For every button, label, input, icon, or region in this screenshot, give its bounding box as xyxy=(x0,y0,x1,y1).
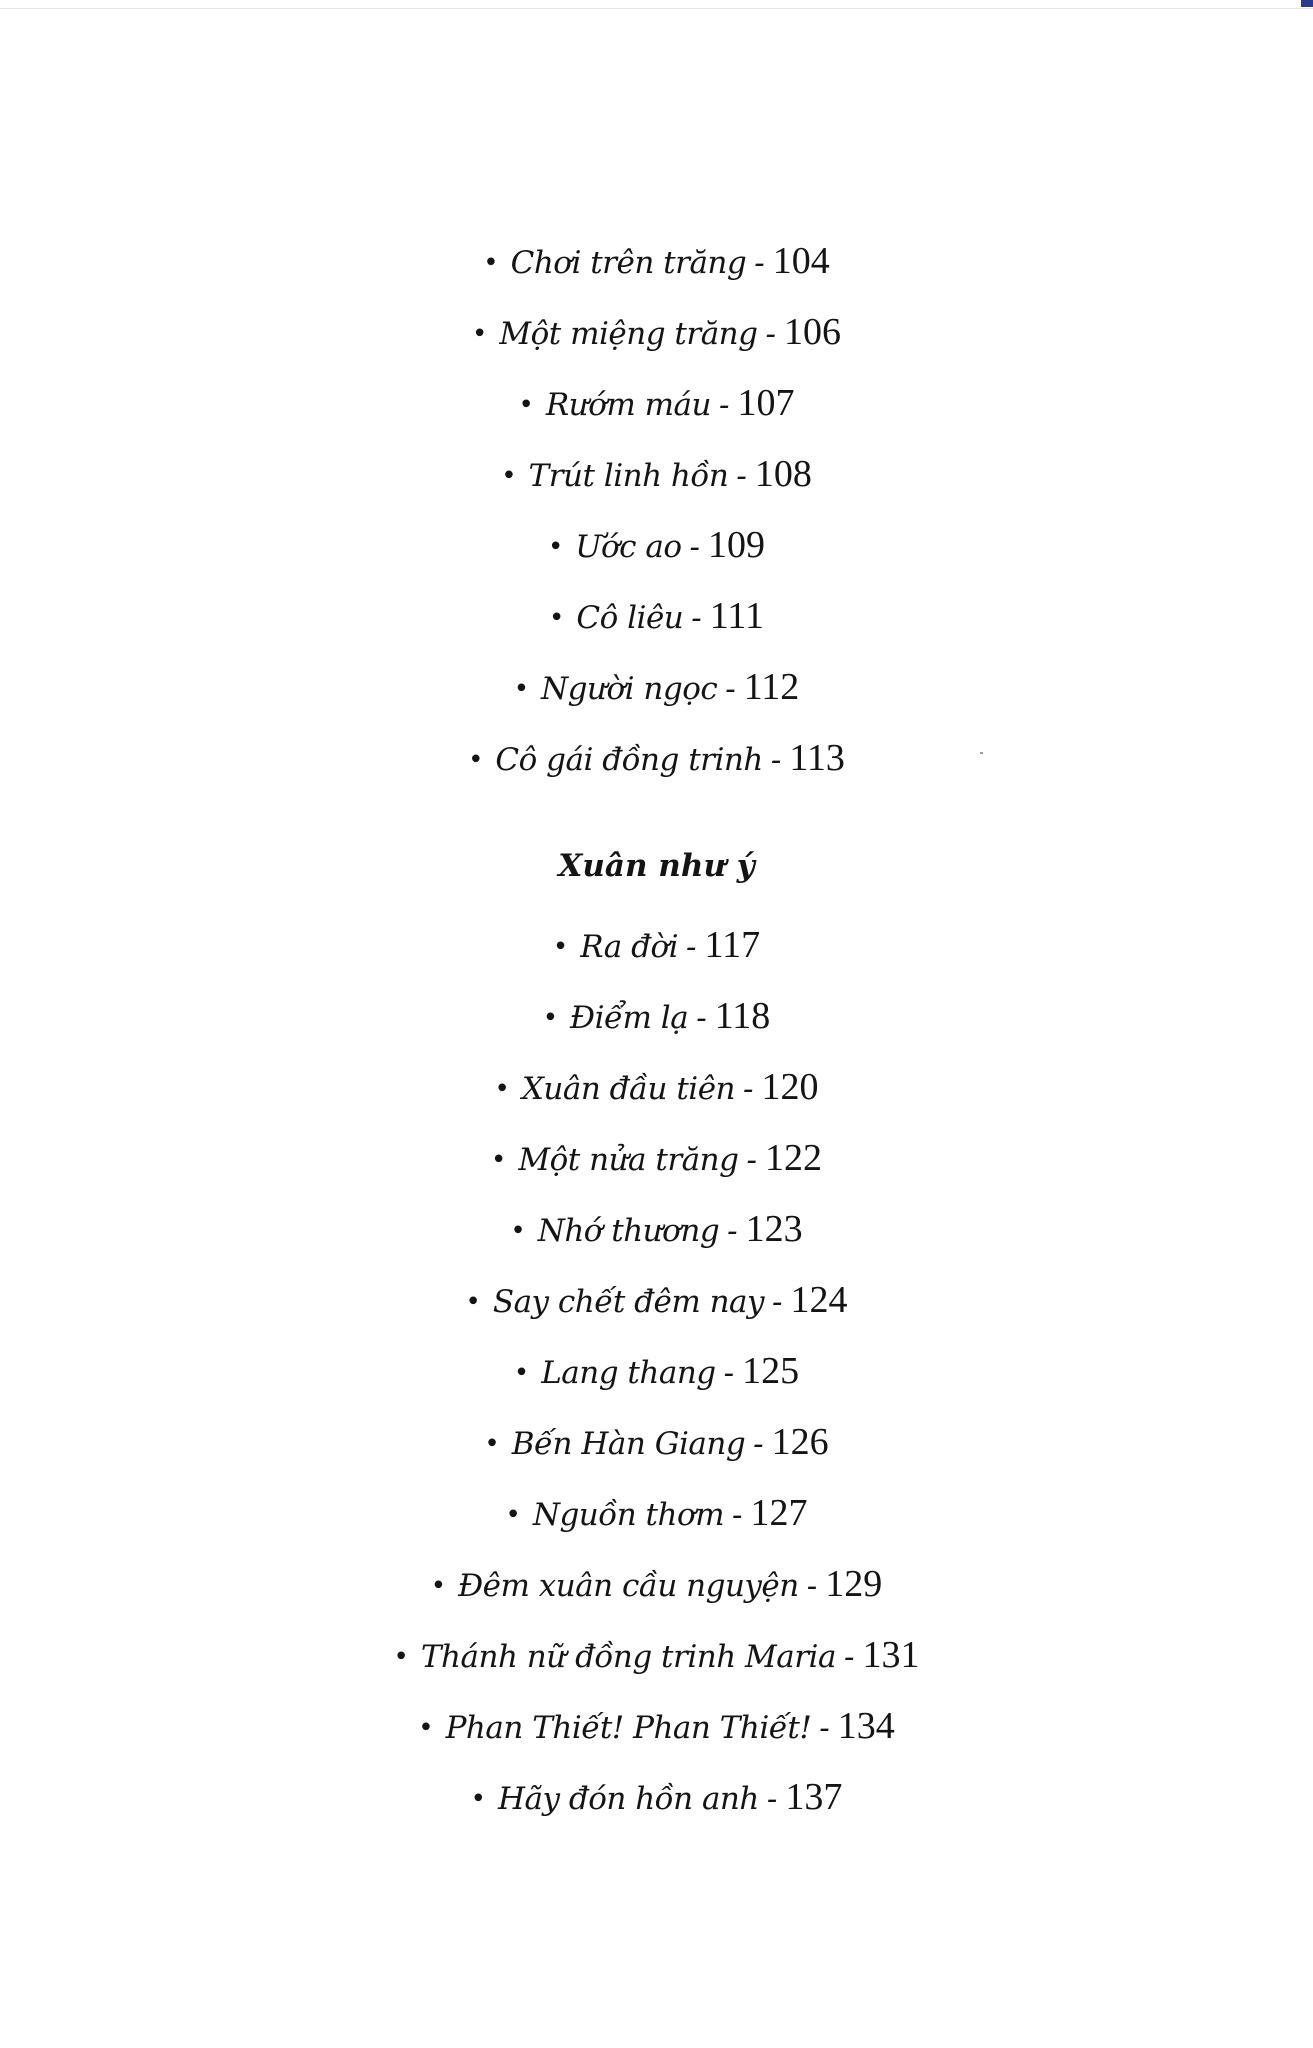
toc-entry-title: Ước ao xyxy=(575,529,682,565)
toc-separator: - xyxy=(746,1142,757,1178)
toc-entry xyxy=(0,1478,1313,1549)
toc-separator: - xyxy=(754,245,765,281)
toc-entry xyxy=(0,510,1313,581)
toc-entry xyxy=(0,1336,1313,1407)
toc-entry xyxy=(0,297,1313,368)
bullet-icon: • xyxy=(513,674,530,704)
toc-entry xyxy=(0,1691,1313,1762)
toc-entry-title: Một miệng trăng xyxy=(499,316,758,352)
bullet-icon: • xyxy=(472,319,488,349)
toc-page-number: 126 xyxy=(771,1421,829,1463)
bullet-icon: • xyxy=(393,1642,409,1672)
toc-entry xyxy=(0,981,1313,1052)
toc-separator: - xyxy=(743,1071,754,1107)
bullet-icon: • xyxy=(505,1500,521,1530)
toc-entry-title: Cô gái đồng trinh xyxy=(495,742,763,778)
toc-entry-title: Rướm máu xyxy=(545,387,711,423)
toc-page-number: 123 xyxy=(745,1208,803,1250)
toc-entry-title: Trút linh hồn xyxy=(528,458,729,494)
toc-page-number: 107 xyxy=(737,382,795,424)
toc-page-number: 118 xyxy=(714,995,771,1037)
toc-page-number: 131 xyxy=(862,1634,920,1676)
toc-page-number: 127 xyxy=(750,1492,808,1534)
toc-entry-title: Thánh nữ đồng trinh Maria xyxy=(420,1639,836,1675)
bullet-icon: • xyxy=(484,1429,500,1459)
toc-entry-title: Hãy đón hồn anh xyxy=(497,1781,759,1817)
bullet-icon: • xyxy=(501,461,517,491)
section-heading: Xuân như ý xyxy=(558,848,755,884)
toc-page-number: 113 xyxy=(789,737,845,779)
toc-page-number: 112 xyxy=(743,666,800,708)
bullet-icon: • xyxy=(468,745,484,775)
toc-entry-title: Người ngọc xyxy=(541,671,718,707)
toc-page-number: 124 xyxy=(790,1279,848,1321)
toc-separator: - xyxy=(806,1568,818,1604)
toc-page-number: 122 xyxy=(764,1137,822,1179)
toc-separator: - xyxy=(691,600,702,636)
toc-entry xyxy=(0,226,1313,297)
toc-page-number: 125 xyxy=(742,1350,800,1392)
toc-separator: - xyxy=(686,929,697,965)
toc-page-number: 109 xyxy=(707,524,765,566)
toc-entry-title: Cô liêu xyxy=(576,600,684,636)
toc-page-number: 104 xyxy=(772,240,830,282)
toc-page-number: 108 xyxy=(754,453,812,495)
toc-entry xyxy=(0,1194,1313,1265)
page-top-edge xyxy=(0,8,1313,9)
toc-entry xyxy=(0,581,1313,652)
toc-entry xyxy=(0,1052,1313,1123)
toc-separator: - xyxy=(753,1426,764,1462)
toc-entry-title: Xuân đầu tiên xyxy=(521,1071,736,1107)
toc-separator: - xyxy=(819,1710,830,1746)
toc-page-number: 117 xyxy=(704,924,761,966)
toc-separator: - xyxy=(723,1355,735,1391)
toc-separator: - xyxy=(772,1284,783,1320)
bullet-icon: • xyxy=(510,1216,526,1246)
toc-entry-title: Bến Hàn Giang xyxy=(511,1426,746,1462)
toc-entry xyxy=(0,1123,1313,1194)
toc-entry xyxy=(0,1407,1313,1478)
bullet-icon: • xyxy=(465,1287,481,1317)
toc-separator: - xyxy=(732,1497,743,1533)
toc-entry xyxy=(0,652,1313,723)
toc-entry xyxy=(0,1620,1313,1691)
toc-entry xyxy=(0,439,1313,510)
bullet-icon: • xyxy=(494,1074,510,1104)
toc-separator: - xyxy=(725,671,736,707)
toc-list-part-b xyxy=(0,910,1313,1833)
bullet-icon: • xyxy=(552,932,569,962)
bullet-icon: • xyxy=(483,248,499,278)
toc-entry-title: Lang thang xyxy=(541,1355,716,1391)
bullet-icon: • xyxy=(548,532,564,562)
toc-entry-title: Nguồn thơm xyxy=(532,1497,725,1533)
toc-separator: - xyxy=(770,742,782,778)
toc-page-number: 137 xyxy=(785,1776,843,1818)
bullet-icon: • xyxy=(542,1003,559,1033)
bullet-icon: • xyxy=(470,1784,486,1814)
toc-entry-title: Say chết đêm nay xyxy=(492,1284,765,1320)
toc-page-number: 120 xyxy=(761,1066,819,1108)
toc-page-number: 129 xyxy=(825,1563,883,1605)
toc-separator: - xyxy=(727,1213,738,1249)
toc-separator: - xyxy=(765,316,776,352)
toc-entry-title: Chơi trên trăng xyxy=(510,245,747,281)
toc-entry xyxy=(0,1265,1313,1336)
toc-entry-title: Một nửa trăng xyxy=(518,1142,739,1178)
bullet-icon: • xyxy=(513,1358,530,1388)
corner-mark xyxy=(1301,0,1313,7)
toc-separator: - xyxy=(718,387,730,423)
toc-entry-title: Phan Thiết! Phan Thiết! xyxy=(445,1710,812,1746)
toc-page-number: 134 xyxy=(837,1705,895,1747)
toc-entry xyxy=(0,1762,1313,1833)
toc-entry xyxy=(0,368,1313,439)
bullet-icon: • xyxy=(418,1713,434,1743)
toc-separator: - xyxy=(689,529,700,565)
toc-entry-title: Điểm lạ xyxy=(570,1000,689,1036)
toc-separator: - xyxy=(696,1000,707,1036)
toc-page-number: 106 xyxy=(783,311,841,353)
toc-entry-title: Ra đời xyxy=(580,929,679,965)
toc-entry xyxy=(0,910,1313,981)
toc-separator: - xyxy=(736,458,747,494)
toc-separator: - xyxy=(766,1781,778,1817)
toc-list-part-a xyxy=(0,226,1313,794)
toc-entry-title: Đêm xuân cầu nguyện xyxy=(458,1568,799,1604)
bullet-icon: • xyxy=(518,390,534,420)
bullet-icon: • xyxy=(549,603,565,633)
toc-entry xyxy=(0,1549,1313,1620)
bullet-icon: • xyxy=(430,1571,447,1601)
toc-separator: - xyxy=(843,1639,855,1675)
toc-entry xyxy=(0,723,1313,794)
toc-page-number: 111 xyxy=(709,595,764,637)
bullet-icon: • xyxy=(491,1145,507,1175)
toc-entry-title: Nhớ thương xyxy=(537,1213,720,1249)
